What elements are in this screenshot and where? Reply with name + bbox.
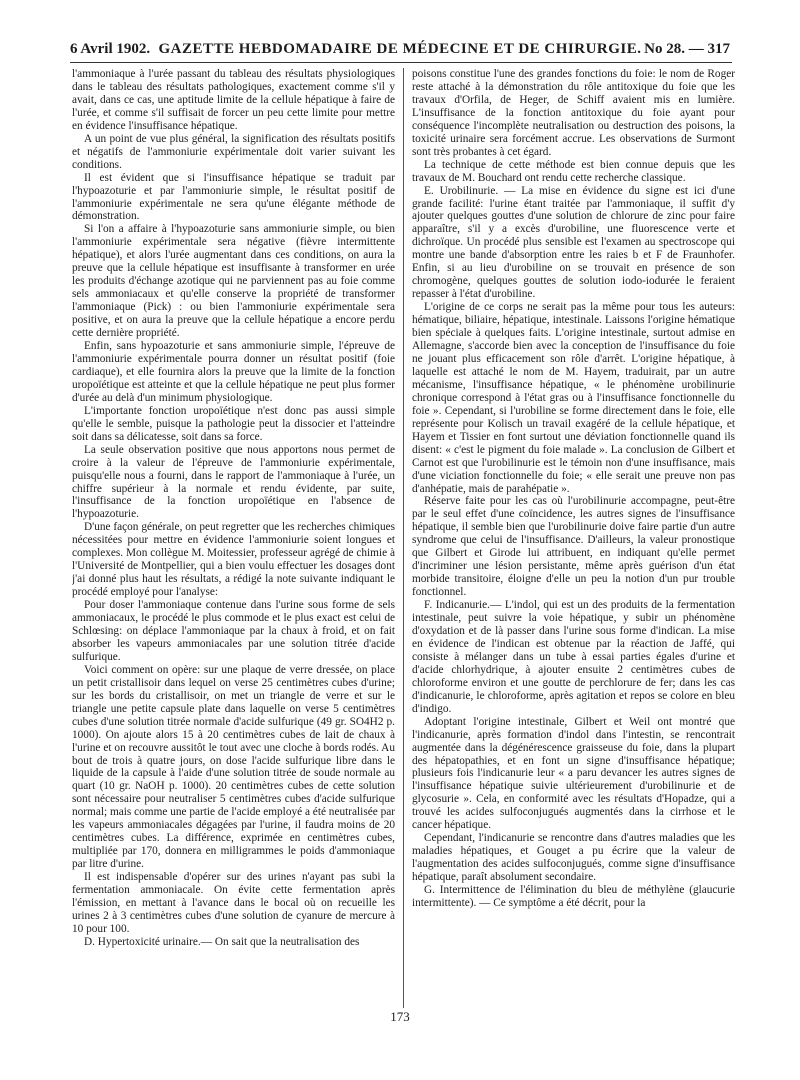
section-heading-paragraph: E. Urobilinurie. — La mise en évidence du signe est ici d'une grande facilité: l'urine étant traitée par l'ammoniaque, il suffit d'y ajouter quelques gouttes d'une solution de chlorure de zinc pour faire apparaître, s'il y a excès d'urobiline, une fluorescence verte et dichroïque. Un procédé plus sensible est l'examen au spectroscope qui montre une bande d'absorption entre les raies b et F de Fraunhofer. Enfin, si au lieu d'urobiline on se trouvait en présence de son chromogène, quelques gouttes de solution iodo-iodurée le feraient repasser à l'état d'urobiline. xyxy=(412,184,735,301)
left-column xyxy=(72,68,395,1003)
paragraph: A un point de vue plus général, la signification des résultats positifs et négatifs de l'ammoniurie expérimentale doit varier suivant les conditions. xyxy=(72,132,395,171)
paragraph: Si l'on a affaire à l'hypoazoturie sans ammoniurie simple, ou bien l'ammoniurie expérimentale sera négative (fièvre intermittente hépatique), et alors l'urée augmentant dans ces conditions, on aura la preuve que la cellule hépatique est insuffisante à transformer en urée les produits d'échange azotique qui ne parviennent pas au foie comme sels ammoniacaux et qu'elle conserve la propriété de transformer l'ammoniaque (Pick) : ou bien l'ammoniurie expérimentale sera positive, et on aura la preuve que la cellule hépatique a encore perdu cette dernière propriété. xyxy=(72,223,395,340)
paragraph: Voici comment on opère: sur une plaque de verre dressée, on place un petit cristallisoir dans lequel on verse 25 centimètres cubes d'urine; sur les bords du cristallisoir, on met un triangle de verre et sur le triangle une petite capsule plate dans laquelle on verse 5 centimètres cubes d'une solution titrée normale d'acide sulfurique (49 gr. SO4H2 p. 1000). On ajoute alors 15 à 20 centimètres cubes de lait de chaux à l'urine et on recouvre aussitôt le tout avec une cloche à bords rodés. Au bout de trois à quatre jours, on dose l'acide sulfurique libre dans le liquide de la capsule à l'aide d'une solution titrée de soude normale au quart (10 gr. NaOH p. 1000). 20 centimètres cubes de cette solution sont nécessaire pour neutraliser 5 centimètres cubes d'acide sulfurique normal; mais comme une partie de l'acide employé a été neutralisée par les vapeurs ammoniacales dégagées par l'urine, il faudra moins de 20 centimètres cubes. La différence, exprimée en centimètres cubes, multipliée par 170, donnera en milligrammes le poids d'ammoniaque par litre d'urine. xyxy=(72,663,395,871)
paragraph: l'ammoniaque à l'urée passant du tableau des résultats physiologiques dans le tableau des résultats pathologiques, exactement comme s'il y avait, dans ce cas, une aptitude limite de la cellule hépatique à faire de l'urée, et comme s'il suffisait de forcer un peu cette limite pour mettre en évidence l'insuffisance hépatique. xyxy=(72,68,395,132)
paragraph: Il est indispensable d'opérer sur des urines n'ayant pas subi la fermentation ammoniacale. On évite cette fermentation après l'émission, en mettant à l'avance dans le bocal où on recueille les urines 2 à 3 centimètres cubes d'une solution de cyanure de mercure à 10 pour 100. xyxy=(72,871,395,935)
section-heading-paragraph: D. Hypertoxicité urinaire.— On sait que la neutralisation des xyxy=(84,935,360,948)
paragraph: Cependant, l'indicanurie se rencontre dans d'autres maladies que les maladies hépatiques, et Gouget a pu écrire que la valeur de l'augmentation des acides sulfoconjugués, comme signe d'insuffisance hépatique, paraît absolument secondaire. xyxy=(412,832,735,884)
journal-title: GAZETTE HEBDOMADAIRE DE MÉDECINE ET DE CHIRURGIE. xyxy=(158,41,642,57)
folio-number: 173 xyxy=(390,1009,410,1024)
issue-page-number: No 28. — 317 xyxy=(644,41,730,57)
section-heading-paragraph: F. Indicanurie.— L'indol, qui est un des produits de la fermentation intestinale, peut suivre la voie hépatique, y subir un phénomène d'oxydation et de là passer dans l'urine sous forme d'indican. La mise en évidence de l'indican est obtenue par la réaction de Jaffé, qui consiste à mélanger dans un tube à essai parties égales d'urine et d'acide chlorhydrique, à ajouter ensuite 2 centimètres cubes de chloroforme environ et une goutte de perchlorure de fer; dans les cas d'indicanurie, le chloroforme, après agitation et repos se colore en bleu d'indigo. xyxy=(412,599,735,715)
paragraph: poisons constitue l'une des grandes fonctions du foie: le nom de Roger reste attaché à la démonstration du rôle antitoxique du foie que les travaux d'Orfila, de Heger, de Schiff avaient mis en lumière. L'insuffisance de la fonction antitoxique du foie ayant pour conséquence l'incomplète neutralisation ou destruction des poisons, la toxicité urinaire sera forcément accrue. Les observations de Surmont sont très probantes à cet égard. xyxy=(412,68,735,158)
column-divider xyxy=(403,68,404,1008)
paragraph: Réserve faite pour les cas où l'urobilinurie accompagne, peut-être par le seul effet d'une coïncidence, les autres signes de l'insuffisance hépatique, il semble bien que l'urobilinurie doive faire partie d'un autre syndrome que celui de l'insuffisance. D'ailleurs, la valeur pronostique que Gilbert et Girode lui attribuent, en indiquant qu'elle permet d'incriminer une lésion persistante, même après guérison d'un état morbide transitoire, éloigne d'elle un peu la notion d'un pur trouble fonctionnel. xyxy=(412,495,735,599)
header-rule xyxy=(70,62,732,63)
section-heading-paragraph: G. Intermittence de l'élimination du bleu de méthylène (glaucurie intermittente). — Ce symptôme a été décrit, pour la xyxy=(412,884,735,909)
paragraph: La technique de cette méthode est bien connue depuis que les travaux de M. Bouchard ont rendu cette recherche classique. xyxy=(412,158,735,184)
paragraph: L'origine de ce corps ne serait pas la même pour tous les auteurs: hématique, biliaire, hépatique, intestinale. Laissons l'origine hématique bien spéciale à quelques faits. L'origine intestinale, surtout admise en Allemagne, s'accorde bien avec la conception de l'insuffisance du foie ne jouant plus efficacement son rôle d'arrêt. L'origine hépatique, à laquelle est attaché le nom de M. Hayem, traduirait, par un autre mécanisme, l'insuffisance hépatique, « le phénomène urobilinurie chronique correspond à l'état gras ou à l'insuffisance fonctionnelle du foie ». Cependant, si l'urobiline se forme directement dans le foie, elle représente pour Kolisch un travail exagéré de la cellule hépatique, et Hayem et Tissier en font surtout une déviation fonctionnelle quand ils disent: « c'est le pigment du foie malade ». La conclusion de Gilbert et Carnot est que l'urobilinurie est le témoin non d'une insuffisance, mais d'une viciation fonctionnelle du foie; « elle serait une preuve non pas d'anhépatie, mais de parahépatie ». xyxy=(412,301,735,495)
paragraph: Enfin, sans hypoazoturie et sans ammoniurie simple, l'épreuve de l'ammoniurie expérimentale pourra donner un résultat positif (foie cardiaque), et elle fournira alors la preuve que la limite de la fonction uropoïétique est atteinte et que la cellule hépatique ne peut plus former d'urée au delà d'un minimum physiologique. xyxy=(72,340,395,404)
paragraph: La seule observation positive que nous apportons nous permet de croire à la valeur de l'épreuve de l'ammoniurie expérimentale, puisqu'elle nous a fourni, dans le rapport de l'ammoniaque à l'urée, un chiffre supérieur à la normale et rendu évidente, par suite, l'insuffisance de la fonction uropoïétique en l'absence de l'hypoazoturie. xyxy=(72,443,395,521)
paragraph: Pour doser l'ammoniaque contenue dans l'urine sous forme de sels ammoniacaux, le procédé le plus commode et le plus exact est celui de Schlœsing: on déplace l'ammoniaque par la chaux à froid, et on fait absorber les vapeurs ammoniacales par une solution titrée d'acide sulfurique. xyxy=(72,599,395,663)
paragraph: Il est évident que si l'insuffisance hépatique se traduit par l'hypoazoturie et par l'ammoniurie simple, le résultat positif de l'ammoniurie expérimentale ne sera qu'une élégante méthode de démonstration. xyxy=(72,171,395,223)
header-date: 6 Avril 1902. xyxy=(70,41,151,57)
paragraph: D'une façon générale, on peut regretter que les recherches chimiques nécessitées pour mettre en évidence l'ammoniurie soient longues et complexes. Mon collègue M. Moitessier, professeur agrégé de chimie à l'Université de Montpellier, qui a bien voulu effectuer les dosages dont j'ai donné plus haut les résultats, a rédigé la note suivante indiquant le procédé employé pour l'analyse: xyxy=(72,521,395,599)
paragraph: L'importante fonction uropoïétique n'est donc pas aussi simple qu'elle le semble, puisque la pathologie peut la dissocier et l'atteindre soit dans sa délicatesse, soit dans sa force. xyxy=(72,404,395,443)
right-column xyxy=(412,68,735,1003)
paragraph: Adoptant l'origine intestinale, Gilbert et Weil ont montré que l'indicanurie, après formation d'indol dans l'intestin, se rencontrait augmentée dans la dégénérescence graisseuse du foie, dans la plupart des hépatopathies, et en font un signe d'insuffisance hépatique; plusieurs fois l'indicanurie leur « a paru devancer les autres signes de l'insuffisance hépatique suivie ultérieurement d'urobilinurie et de glycosurie ». Cela, en conformité avec les résultats d'Hopadze, qui a trouvé les acides sulfoconjugués augmentés dans la cirrhose et le cancer hépatique. xyxy=(412,715,735,832)
